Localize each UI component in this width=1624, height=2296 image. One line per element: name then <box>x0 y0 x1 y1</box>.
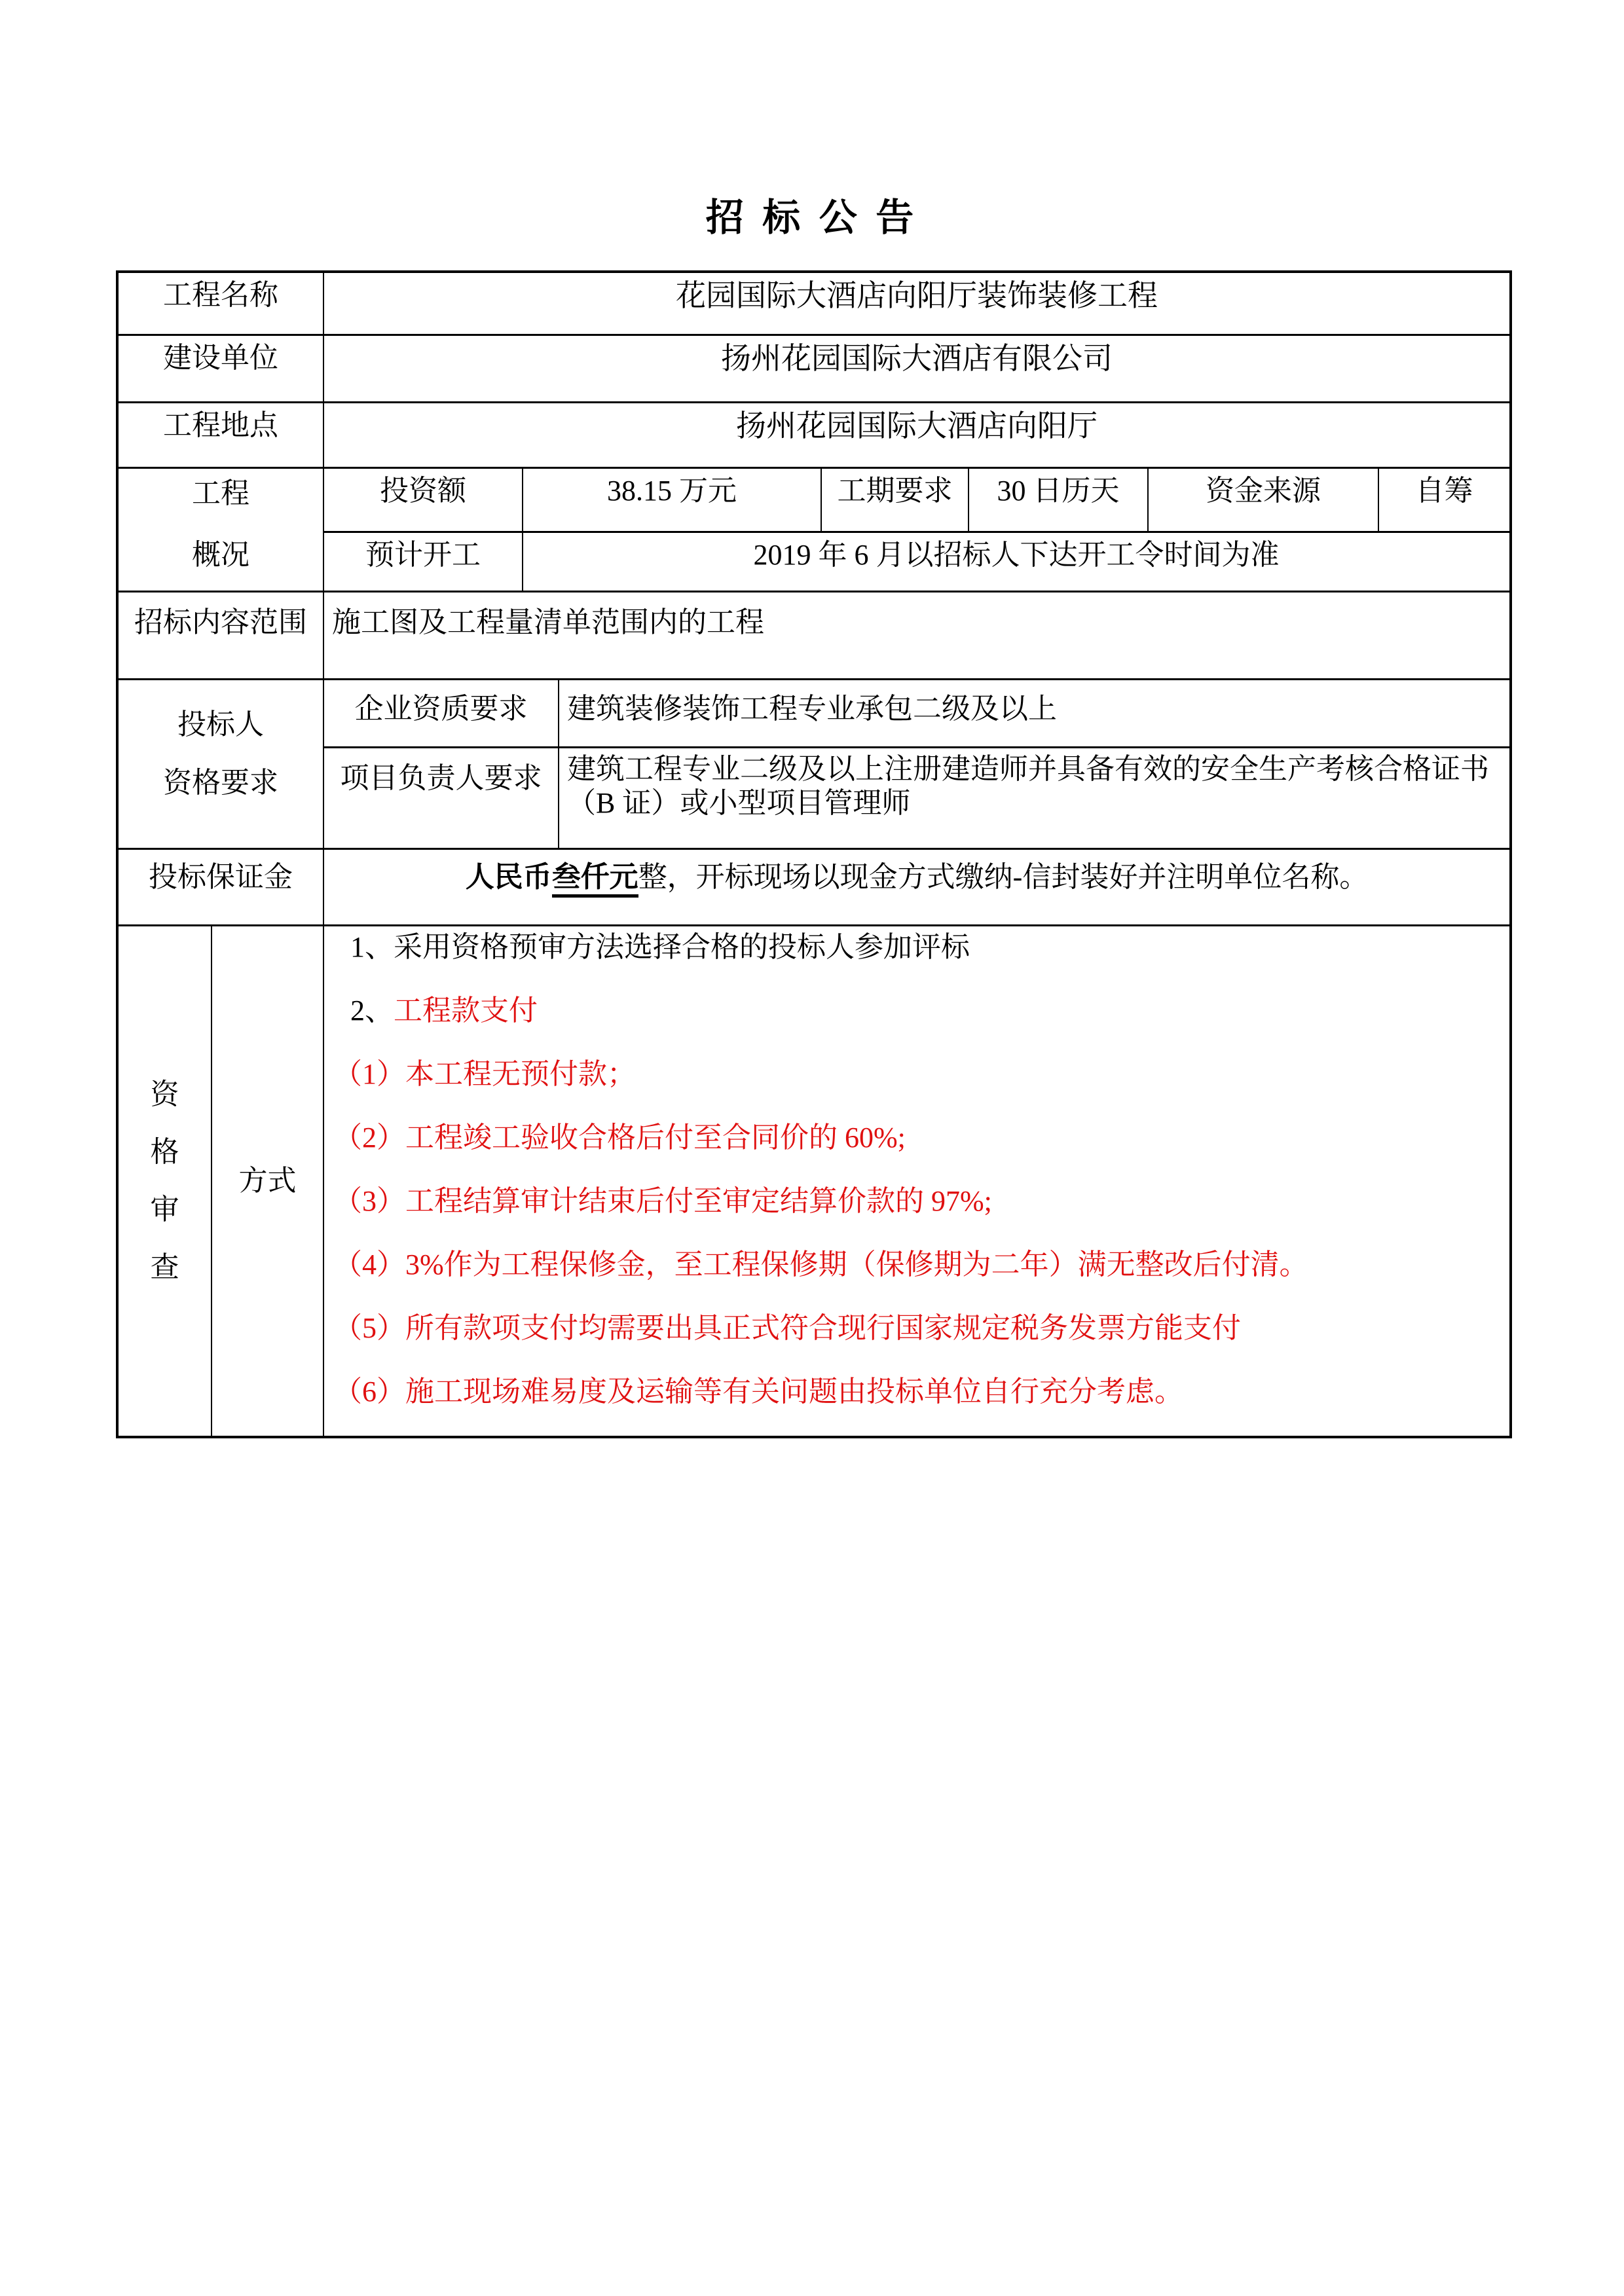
overview-label <box>117 467 323 591</box>
review-item <box>333 1309 1496 1348</box>
review-item-number: 2、 <box>350 994 394 1027</box>
review-label-chars <box>119 1066 211 1296</box>
overview-label-line2: 概况 <box>192 538 249 571</box>
review-item-text: 工程结算审计结束后付至审定结算价款的 97%; <box>405 1184 992 1217</box>
deposit-value <box>323 848 1511 925</box>
review-item-number: （6） <box>333 1375 405 1408</box>
review-item-number: 1、 <box>350 930 394 963</box>
overview-label-line1: 工程 <box>192 477 249 509</box>
review-item-number: （1） <box>333 1057 405 1090</box>
bidder-label <box>117 679 323 848</box>
start-label: 预计开工 <box>323 532 523 591</box>
review-label <box>117 925 212 1437</box>
manager-value-line2: （B 证）或小型项目管理师 <box>567 786 911 819</box>
row-deposit <box>117 848 1511 925</box>
duration-value: 30 日历天 <box>969 467 1148 532</box>
review-item-text: 工程竣工验收合格后付至合同价的 60%; <box>405 1121 906 1154</box>
row-scope <box>117 591 1511 679</box>
review-item-number: （4） <box>333 1248 405 1281</box>
row-qualification-a <box>117 679 1511 747</box>
enterprise-value: 建筑装修装饰工程专业承包二级及以上 <box>559 679 1511 747</box>
row-review <box>117 925 1511 1437</box>
funding-value: 自筹 <box>1378 467 1511 532</box>
review-label-char: 审 <box>150 1193 179 1226</box>
manager-label: 项目负责人要求 <box>323 747 559 848</box>
review-method-label: 方式 <box>212 925 323 1437</box>
review-label-char: 资 <box>150 1078 179 1110</box>
manager-value <box>559 747 1511 848</box>
review-item-text: 所有款项支付均需要出具正式符合现行国家规定税务发票方能支付 <box>405 1311 1241 1344</box>
owner-label: 建设单位 <box>117 335 323 402</box>
row-project-name <box>117 272 1511 335</box>
scope-label: 招标内容范围 <box>117 591 323 679</box>
review-item <box>333 1372 1496 1412</box>
funding-label: 资金来源 <box>1148 467 1378 532</box>
start-value: 2019 年 6 月以招标人下达开工令时间为准 <box>523 532 1511 591</box>
duration-label: 工期要求 <box>821 467 969 532</box>
review-label-char: 查 <box>150 1250 179 1283</box>
deposit-amount: 叁仟元 <box>552 861 638 898</box>
review-item <box>333 1182 1496 1221</box>
deposit-label: 投标保证金 <box>117 848 323 925</box>
location-label: 工程地点 <box>117 402 323 467</box>
review-item <box>333 1118 1496 1157</box>
row-owner <box>117 335 1511 402</box>
row-location <box>117 402 1511 467</box>
review-item-number: （3） <box>333 1184 405 1217</box>
review-item-text: 施工现场难易度及运输等有关问题由投标单位自行充分考虑。 <box>405 1375 1183 1408</box>
bidder-label-line2: 资格要求 <box>163 766 278 799</box>
deposit-suffix: 整，开标现场以现金方式缴纳-信封装好并注明单位名称。 <box>638 860 1369 893</box>
project-name-label: 工程名称 <box>117 272 323 335</box>
review-item <box>333 1245 1496 1285</box>
row-qualification-b <box>117 747 1511 848</box>
investment-value: 38.15 万元 <box>523 467 821 532</box>
scope-value: 施工图及工程量清单范围内的工程 <box>323 591 1511 679</box>
review-item <box>350 928 1496 967</box>
enterprise-label: 企业资质要求 <box>323 679 559 747</box>
deposit-prefix: 人民币 <box>465 860 552 893</box>
review-item-text: 采用资格预审方法选择合格的投标人参加评标 <box>394 930 970 963</box>
review-items <box>323 925 1511 1437</box>
bidder-label-line1: 投标人 <box>177 708 264 740</box>
row-overview-b <box>117 532 1511 591</box>
review-item <box>350 991 1496 1030</box>
investment-label: 投资额 <box>323 467 523 532</box>
manager-value-line1: 建筑工程专业二级及以上注册建造师并具备有效的安全生产考核合格证书 <box>567 752 1489 785</box>
review-item-text: 本工程无预付款； <box>405 1057 636 1090</box>
location-value: 扬州花园国际大酒店向阳厅 <box>323 402 1511 467</box>
tender-table <box>116 270 1512 1438</box>
review-item-number: （5） <box>333 1311 405 1344</box>
owner-value: 扬州花园国际大酒店有限公司 <box>323 335 1511 402</box>
review-item-text: 3%作为工程保修金，至工程保修期（保修期为二年）满无整改后付清。 <box>405 1248 1308 1281</box>
review-label-char: 格 <box>150 1135 179 1168</box>
document-title: 招 标 公 告 <box>705 196 919 239</box>
review-item <box>333 1055 1496 1094</box>
review-item-text: 工程款支付 <box>394 994 538 1027</box>
review-item-number: （2） <box>333 1121 405 1154</box>
project-name-value: 花园国际大酒店向阳厅装饰装修工程 <box>323 272 1511 335</box>
row-overview-a <box>117 467 1511 532</box>
